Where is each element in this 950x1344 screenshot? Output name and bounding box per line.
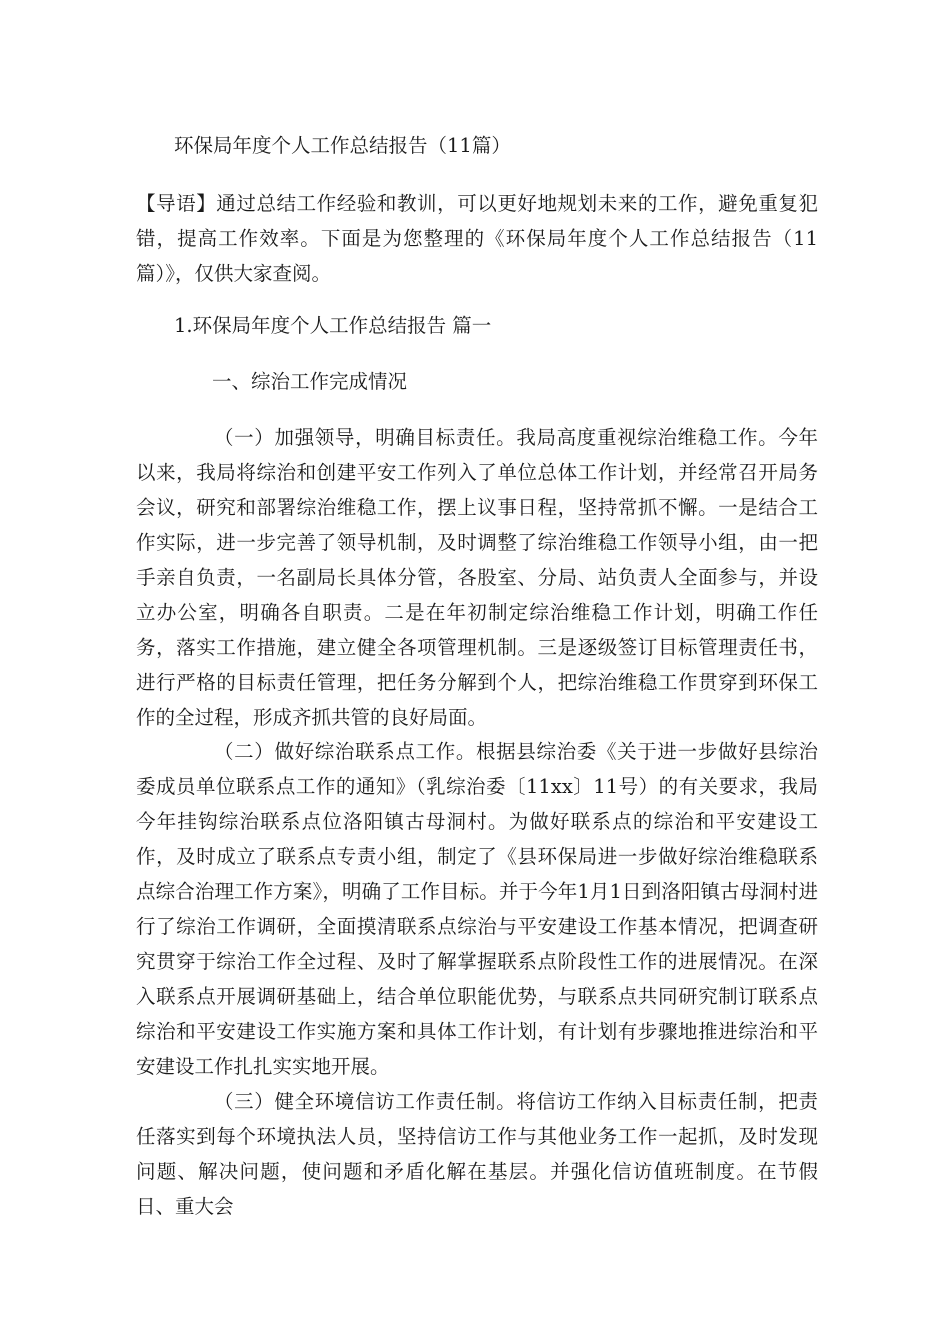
body-paragraph: （二）做好综治联系点工作。根据县综治委《关于进一步做好县综治委成员单位联系点工作的通知》（乳综治委〔11xx〕11号）的有关要求，我局今年挂钩综治联系点位洛阳镇古母洞村。为做好联系点的综治和平安建设工作，及时成立了联系点专责小组，制定了《县环保局进一步做好综治维稳联系点综合治理工作方案》，明确了工作目标。并于今年1月1日到洛阳镇古母洞村进行了综治工作调研，全面摸清联系点综治与平安建设工作基本情况，把调查研究贯穿于综治工作全过程、及时了解掌握联系点阶段性工作的进展情况。在深入联系点开展调研基础上，结合单位职能优势，与联系点共同研究制订联系点综治和平安建设工作实施方案和具体工作计划，有计划有步骤地推进综治和平安建设工作扎扎实实地开展。 (136, 740, 818, 1078)
document-title: 环保局年度个人工作总结报告（11篇） (174, 134, 511, 157)
body-paragraph: （一）加强领导，明确目标责任。我局高度重视综治维稳工作。今年以来，我局将综治和创建平安工作列入了单位总体工作计划，并经常召开局务会议，研究和部署综治维稳工作，摆上议事日程，坚持常抓不懈。一是结合工作实际，进一步完善了领导机制，及时调整了综治维稳工作领导小组，由一把手亲自负责，一名副局长具体分管，各股室、分局、站负责人全面参与，并设立办公室，明确各自职责。二是在年初制定综治维稳工作计划，明确工作任务，落实工作措施，建立健全各项管理机制。三是逐级签订目标管理责任书，进行严格的目标责任管理，把任务分解到个人，把综治维稳工作贯穿到环保工作的全过程，形成齐抓共管的良好局面。 (136, 426, 818, 729)
body-paragraph: （三）健全环境信访工作责任制。将信访工作纳入目标责任制，把责任落实到每个环境执法人员，坚持信访工作与其他业务工作一起抓，及时发现问题、解决问题，使问题和矛盾化解在基层。并强化信访值班制度。在节假日、重大会 (136, 1090, 818, 1218)
subheading: 一、综治工作完成情况 (212, 370, 408, 393)
section-heading: 1.环保局年度个人工作总结报告 篇一 (174, 314, 492, 337)
intro-paragraph: 【导语】通过总结工作经验和教训，可以更好地规划未来的工作，避免重复犯错，提高工作效率。下面是为您整理的《环保局年度个人工作总结报告（11篇）》，仅供大家查阅。 (136, 192, 818, 285)
